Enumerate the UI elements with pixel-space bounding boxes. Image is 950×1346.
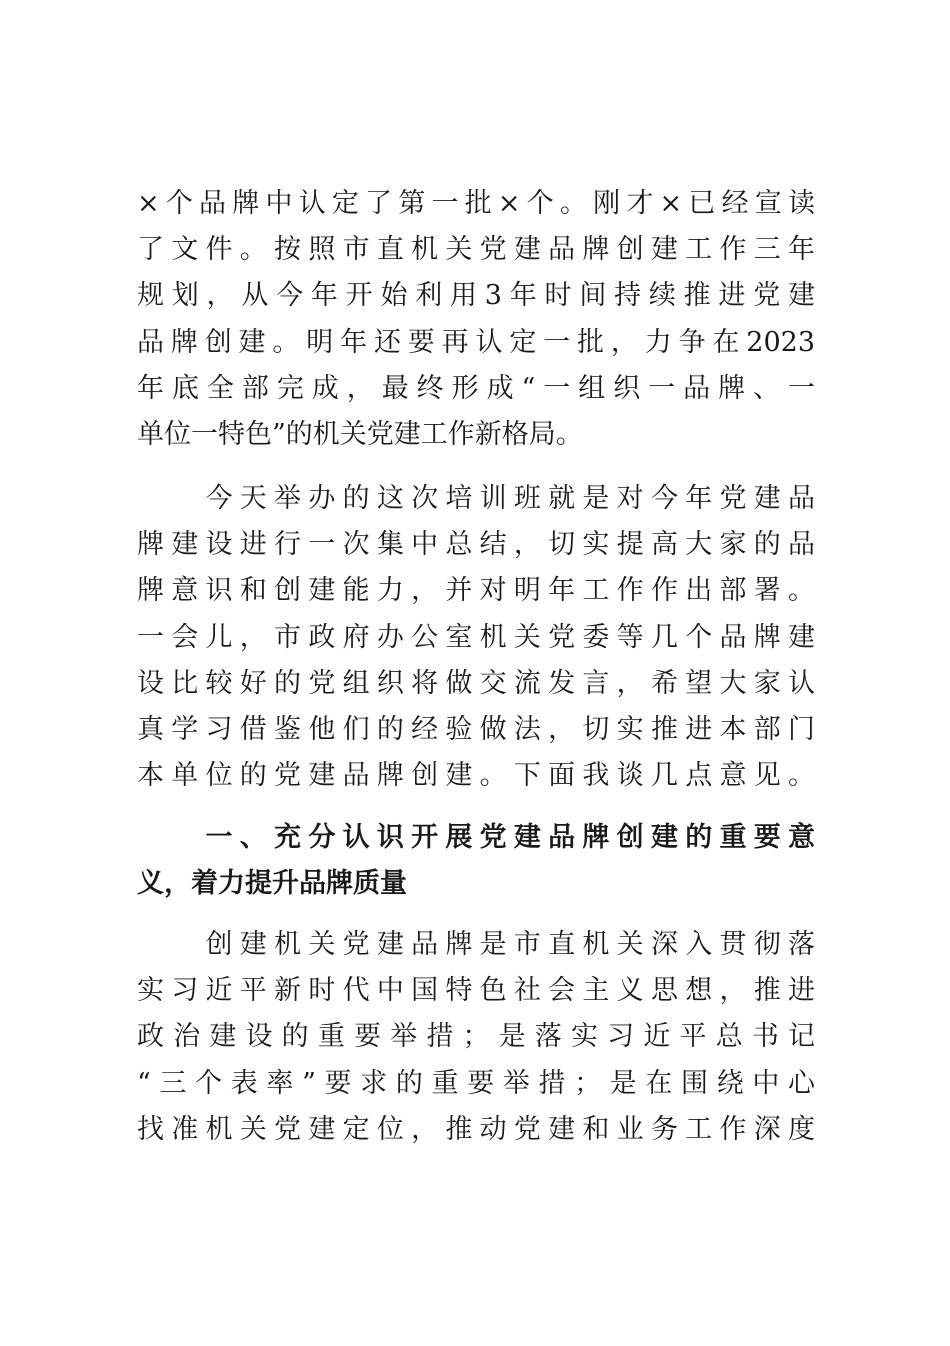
- heading-line: 一、充分认识开展党建品牌创建的重要意: [137, 822, 815, 853]
- text-line: 牌意识和创建能力，并对明年工作作出部署。: [137, 575, 815, 607]
- text-line: ×个品牌中认定了第一批×个。刚才×已经宣读: [137, 188, 815, 219]
- text-line: 实习近平新时代中国特色社会主义思想，推进: [137, 975, 815, 1007]
- text-line: 了文件。按照市直机关党建品牌创建工作三年: [137, 234, 815, 266]
- text-line: 真学习借鉴他们的经验做法，切实推进本部门: [137, 713, 815, 745]
- paragraph-2: [137, 476, 815, 799]
- paragraph-3: [137, 922, 815, 1153]
- text-line: “三个表率”要求的重要举措；是在围绕中心: [137, 1067, 815, 1099]
- text-line: 创建机关党建品牌是市直机关深入贯彻落: [137, 929, 815, 960]
- section-heading-1: [137, 815, 815, 907]
- text-line: 政治建设的重要举措；是落实习近平总书记: [137, 1021, 815, 1053]
- text-line: 规划，从今年开始利用3年时间持续推进党建: [137, 280, 815, 312]
- text-line: 单位一特色”的机关党建工作新格局。: [137, 418, 583, 450]
- heading-line: 义，着力提升品牌质量: [137, 868, 407, 900]
- text-line: 品牌创建。明年还要再认定一批，力争在2023: [137, 326, 815, 358]
- text-line: 设比较好的党组织将做交流发言，希望大家认: [137, 667, 815, 699]
- text-line: 找准机关党建定位，推动党建和业务工作深度: [137, 1113, 815, 1145]
- text-line: 年底全部完成，最终形成“一组织一品牌、一: [137, 372, 815, 404]
- text-line: 一会儿，市政府办公室机关党委等几个品牌建: [137, 621, 815, 653]
- text-line: 本单位的党建品牌创建。下面我谈几点意见。: [137, 760, 815, 792]
- paragraph-1: [137, 181, 815, 458]
- text-line: 牌建设进行一次集中总结，切实提高大家的品: [137, 529, 815, 561]
- text-line: 今天举办的这次培训班就是对今年党建品: [137, 483, 815, 514]
